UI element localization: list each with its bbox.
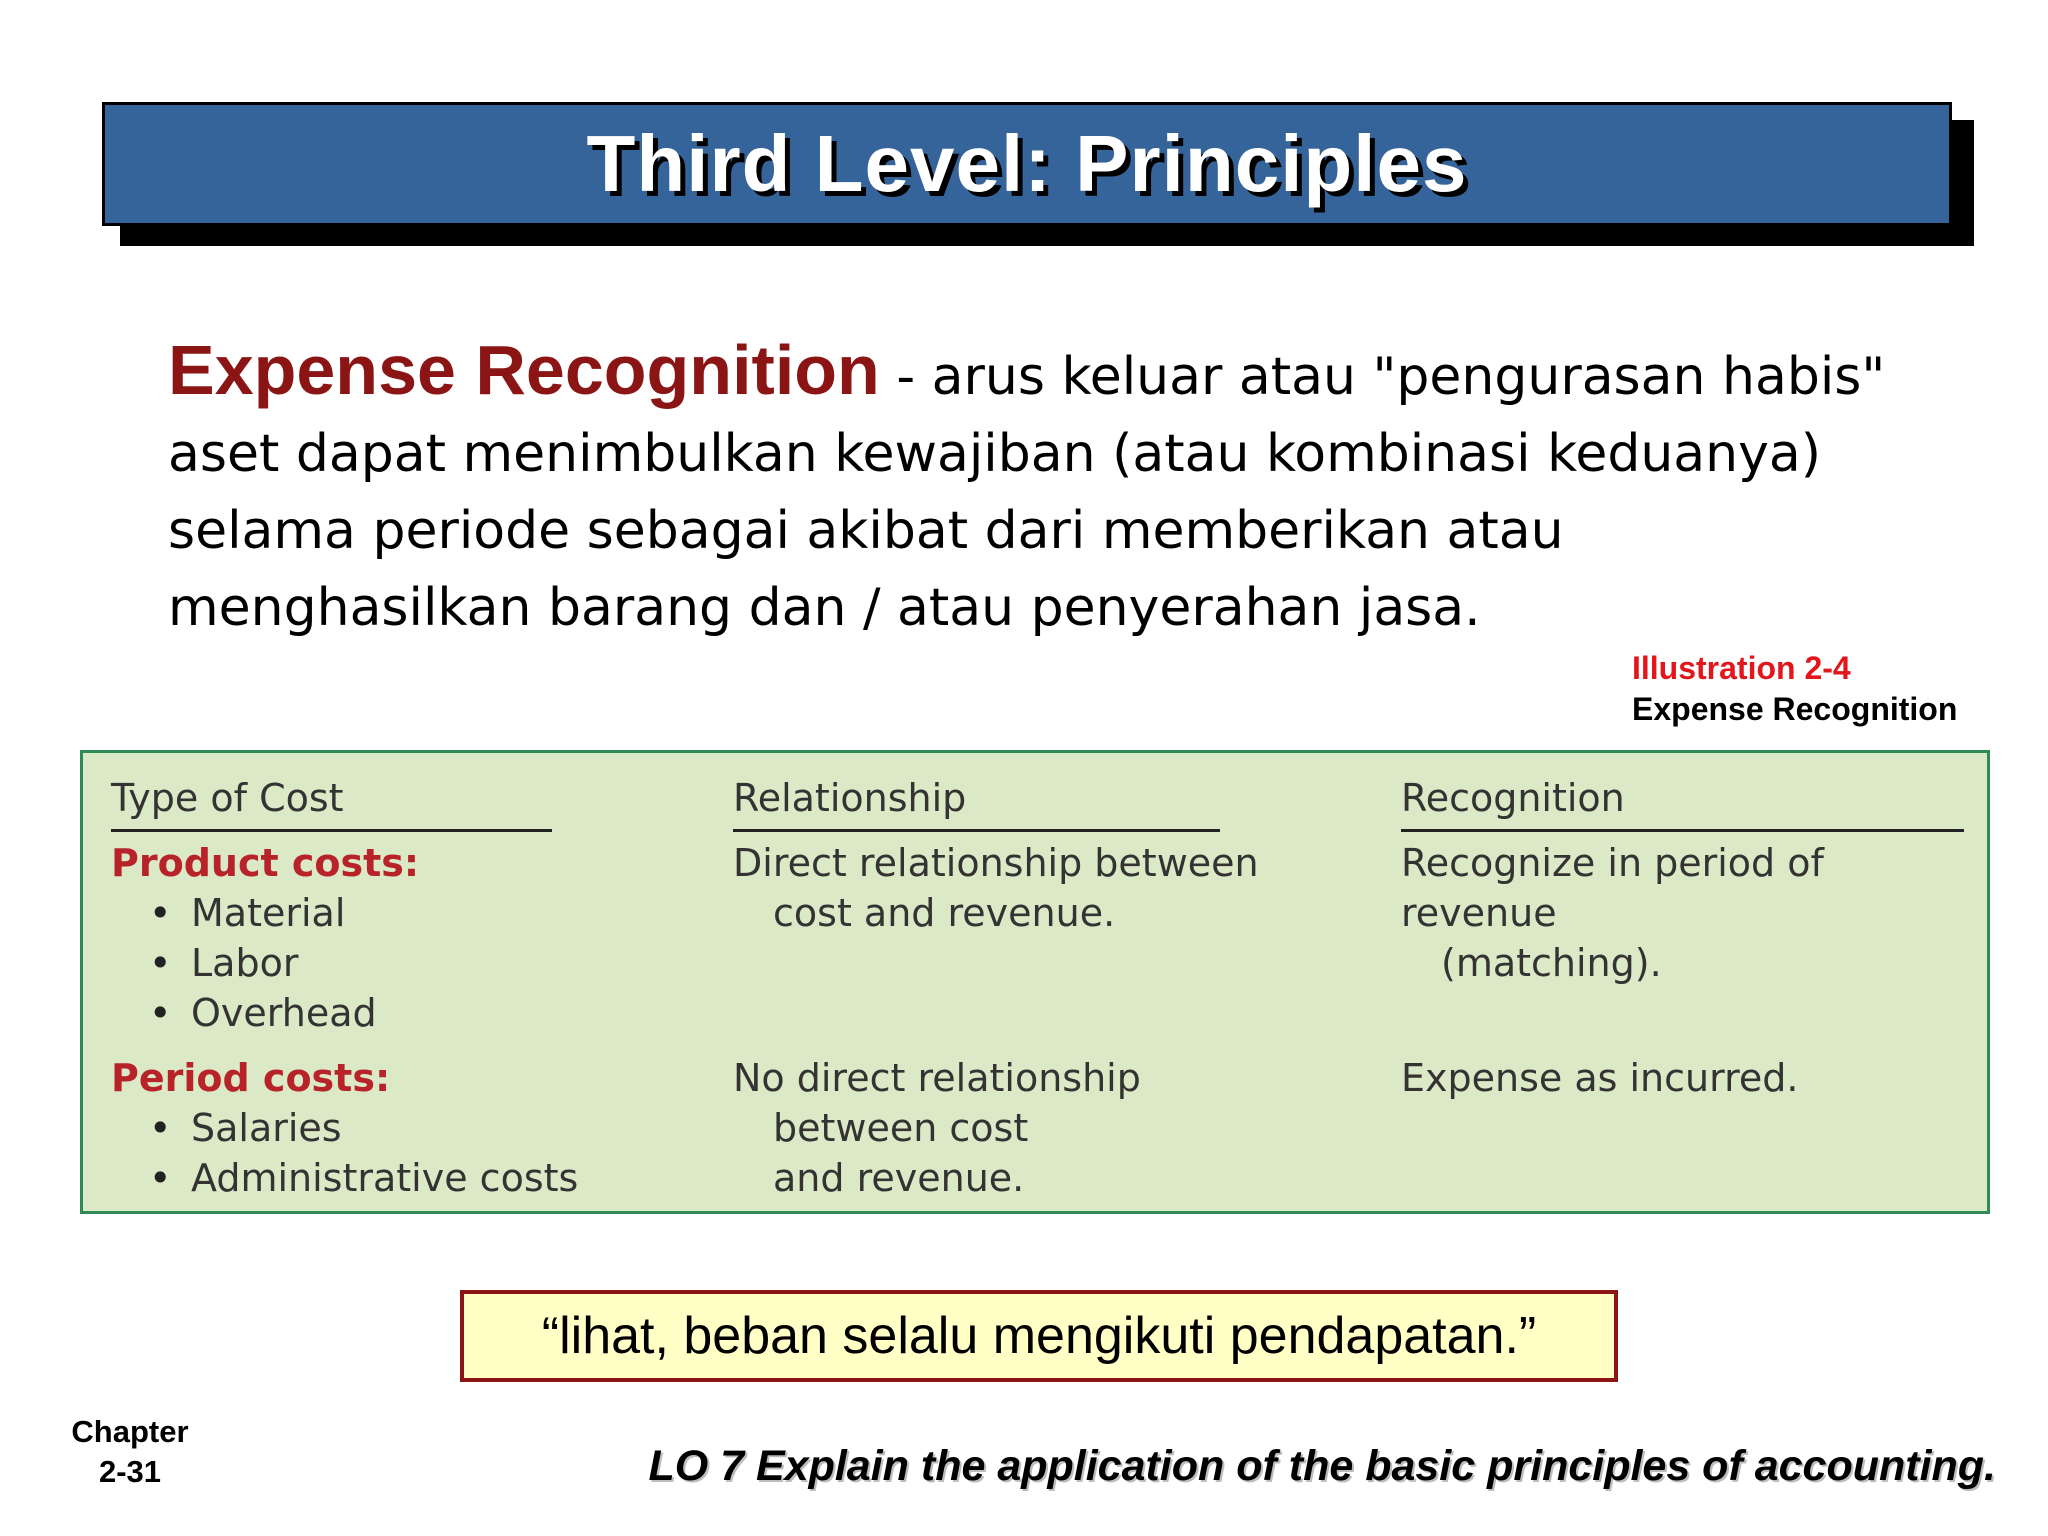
list-item: • Labor: [111, 938, 711, 988]
list-item: • Administrative costs: [111, 1153, 711, 1203]
illustration-number: Illustration 2-4: [1632, 650, 1851, 686]
category-product-costs: Product costs:: [111, 841, 420, 885]
bullet-icon: •: [149, 891, 172, 935]
relationship-product-costs: Direct relationship between cost and revenue.: [733, 841, 1259, 935]
header-recognition: Recognition: [1401, 773, 1964, 832]
illustration-caption: [1632, 648, 1957, 730]
table-row: [111, 1053, 711, 1203]
learning-objective: LO 7 Explain the application of the basic principles of accounting.: [648, 1442, 1996, 1490]
category-period-costs: Period costs:: [111, 1056, 391, 1100]
list-item: • Salaries: [111, 1103, 711, 1153]
table-row: [111, 838, 711, 1038]
header-relationship: Relationship: [733, 773, 1220, 832]
recognition-period-costs: Expense as incurred.: [1401, 1056, 1799, 1100]
bullet-icon: •: [149, 941, 172, 985]
title-bar: [102, 102, 1952, 226]
chapter-number: 2-31: [98, 1454, 162, 1489]
bullet-icon: •: [149, 991, 172, 1035]
recognition-product-costs: Recognize in period of revenue (matching).: [1401, 841, 1824, 985]
chapter-label: Chapter 2-31: [60, 1412, 200, 1492]
bullet-icon: •: [149, 1156, 172, 1200]
header-type-of-cost: Type of Cost: [111, 773, 552, 832]
definition-paragraph: [168, 332, 1928, 647]
expense-recognition-table: [80, 750, 1990, 1214]
definition-term: Expense Recognition: [168, 331, 880, 409]
bullet-icon: •: [149, 1106, 172, 1150]
list-item: • Material: [111, 888, 711, 938]
period-costs-list: [111, 1103, 711, 1203]
illustration-title: Expense Recognition: [1632, 691, 1958, 727]
definition-text: - arus keluar atau "pengurasan habis" aset dapat menimbulkan kewajiban (atau kombinasi keduanya) selama periode sebagai akibat dari memberikan atau menghasilkan barang dan / atau penyerahan jasa.: [168, 347, 1886, 638]
quote-box: [460, 1290, 1618, 1382]
relationship-period-costs: No direct relationship between cost and revenue.: [733, 1056, 1141, 1200]
slide-title: Third Level: Principles: [586, 119, 1468, 208]
list-item: • Overhead: [111, 988, 711, 1038]
product-costs-list: [111, 888, 711, 1038]
quote-text: “lihat, beban selalu mengikuti pendapatan.”: [541, 1307, 1537, 1365]
